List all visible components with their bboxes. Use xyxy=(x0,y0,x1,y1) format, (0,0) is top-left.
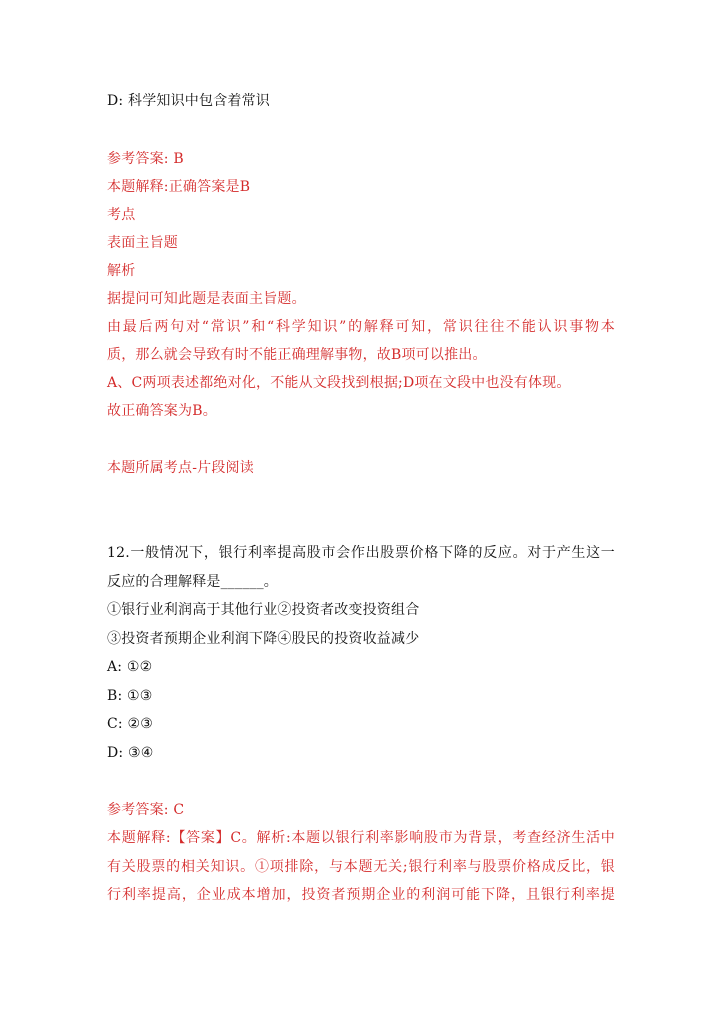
analysis-line: A、C两项表述都绝对化，不能从文段找到根据;D项在文段中也没有体现。 xyxy=(107,375,571,391)
explanation-line: 行利率提高，企业成本增加，投资者预期企业的利润可能下降，且银行利率提 xyxy=(107,887,615,903)
option-d: D: ③④ xyxy=(107,745,154,761)
question-statements: ③投资者预期企业利润下降④股民的投资收益减少 xyxy=(107,631,420,647)
analysis-line: 故正确答案为B。 xyxy=(107,403,217,419)
answer-reference: 参考答案: C xyxy=(107,802,185,818)
question-stem: 反应的合理解释是______。 xyxy=(107,574,278,590)
explanation-line: 有关股票的相关知识。①项排除，与本题无关;银行利率与股票价格成反比，银 xyxy=(107,859,615,875)
kaodian-value: 表面主旨题 xyxy=(107,235,178,251)
question-stem: 12.一般情况下，银行利率提高股市会作出股票价格下降的反应。对于产生这一 xyxy=(107,545,615,561)
option-b: B: ①③ xyxy=(107,688,153,704)
analysis-line: 据提问可知此题是表面主旨题。 xyxy=(107,291,306,307)
option-c: C: ②③ xyxy=(107,716,153,732)
answer-reference: 参考答案: B xyxy=(107,151,184,167)
explanation-line: 本题解释:【答案】C。解析:本题以银行利率影响股市为背景，考查经济生活中 xyxy=(107,830,615,846)
analysis-line: 质，那么就会导致有时不能正确理解事物，故B项可以推出。 xyxy=(107,347,487,363)
jiexi-label: 解析 xyxy=(107,263,136,279)
option-d: D: 科学知识中包含着常识 xyxy=(107,93,270,109)
category-label: 本题所属考点-片段阅读 xyxy=(107,460,254,476)
option-a: A: ①② xyxy=(107,659,153,675)
analysis-line: 由最后两句对“常识”和“科学知识”的解释可知，常识往往不能认识事物本 xyxy=(107,319,615,335)
kaodian-label: 考点 xyxy=(107,207,136,223)
explanation-title: 本题解释:正确答案是B xyxy=(107,179,251,195)
question-statements: ①银行业利润高于其他行业②投资者改变投资组合 xyxy=(107,602,420,618)
